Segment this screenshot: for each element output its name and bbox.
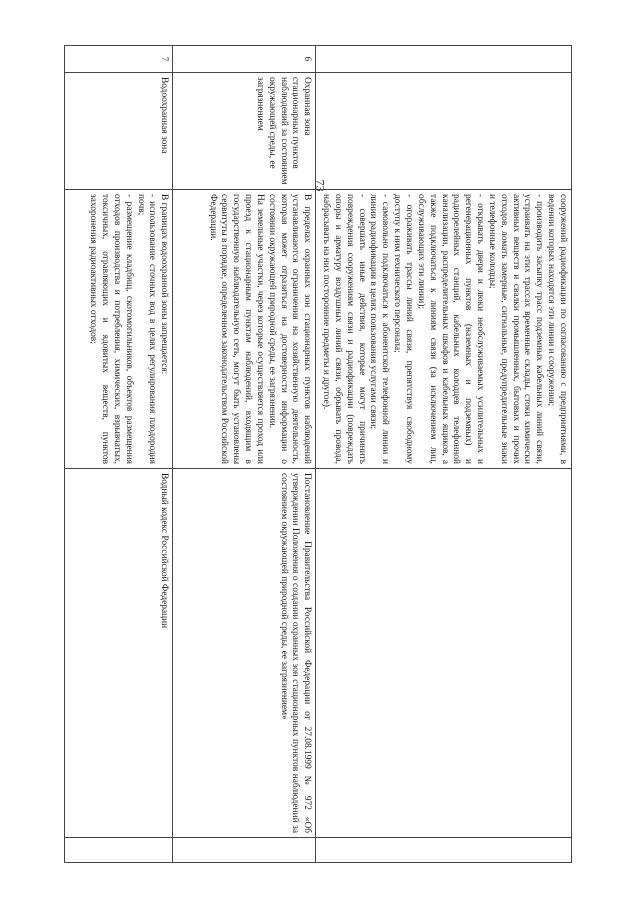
zone-restrictions — [316, 190, 572, 469]
restriction-line: - совершать иные действия, которые могут причинить повреждения сооружениям связи и радиофикации (повреждать опоры и арматуру воздушных линий связи, обрывать провода, набрасывать на них посторонние предметы и другое). — [321, 194, 367, 464]
empty-cell — [316, 838, 572, 863]
restriction-line: сооружений радиофикации по согласованию с предприятиями, в ведении которых находятся эти линии и сооружения; — [546, 194, 568, 464]
restriction-line: - размещение кладбищ, скотомогильников, объектов размещения отходов производства и потребления, химических, взрывчатых, токсичных, отравляющих и ядовитых веществ, пунктов захоронения радиоактивных отходов; — [88, 194, 134, 464]
legal-basis: Водный кодекс Российской Федерации — [65, 469, 173, 838]
rotated-table-wrapper — [64, 45, 572, 861]
empty-cell — [65, 838, 173, 863]
zone-restrictions — [65, 190, 173, 469]
zones-table — [64, 45, 572, 863]
restriction-line: - производить засыпку трасс подземных кабельных линий связи, устраивать на этих трассах временные склады, стоки химически активных веществ и свалки промышленных, бытовых и прочих отходов, ломать замерные, сигнальные, предупредительные знаки и телефонные колодцы; — [486, 194, 545, 464]
zone-name — [316, 73, 572, 190]
table-row — [65, 46, 173, 863]
zone-name: Охранная зона стационарных пунктов наблюдений за состоянием окружающей среды, ее загрязнением — [173, 73, 316, 190]
zone-restrictions — [173, 190, 316, 469]
empty-cell — [173, 838, 316, 863]
table-row — [316, 46, 572, 863]
row-number: 7 — [65, 46, 173, 73]
zone-name: Водоохранная зона — [65, 73, 173, 190]
restriction-line: В границах водоохранной зоны запрещается: — [159, 194, 170, 375]
restriction-line: - самовольно подключаться к абонентской телефонной линии и линии радиофикации в целях пользования услугами связи; — [368, 194, 391, 464]
restriction-line: В пределах охранных зон стационарных пунктов наблюдений устанавливаются ограничения на хозяйственную деятельность, которая может отразиться на достоверности информации о состоянии окружающей природной среды, ее загрязнении. — [266, 194, 313, 464]
page-number: 73 — [313, 179, 328, 192]
table-row — [173, 46, 316, 863]
restriction-line: На земельные участки, через которые осуществляется проход или проезд к стационарным пунктам наблюдений, входящим в государственную наблюдательную сеть, могут быть установлены сервитуты в порядке, определенном законодательством Российской Федерации. — [207, 194, 265, 464]
restriction-line: - огораживать трассы линий связи, препятствуя свободному доступу к ним технического персонала; — [392, 194, 415, 464]
row-number: 6 — [173, 46, 316, 73]
restriction-line: - использование сточных вод в целях регулирования плодородия почв; — [135, 194, 158, 464]
legal-basis: Постановление Правительства Российской Федерации от 27.08.1999 № 972 «Об утверждении Положения о создании охранных зон стационарных пунктов наблюдений за состоянием окружающей природной среды, ее загрязнением» — [173, 469, 316, 838]
restriction-line: - открывать двери и люки необслуживаемых усилительных и регенерационных пунктов (наземных и подземных) и радиорелейных станций, кабельных колодцев телефонной канализации, распределительных шкафов и кабельных ящиков, а также подключаться к линиям связи (за исключением лиц, обслуживающих эти линии); — [415, 194, 486, 464]
legal-basis — [316, 469, 572, 838]
row-number — [316, 46, 572, 73]
